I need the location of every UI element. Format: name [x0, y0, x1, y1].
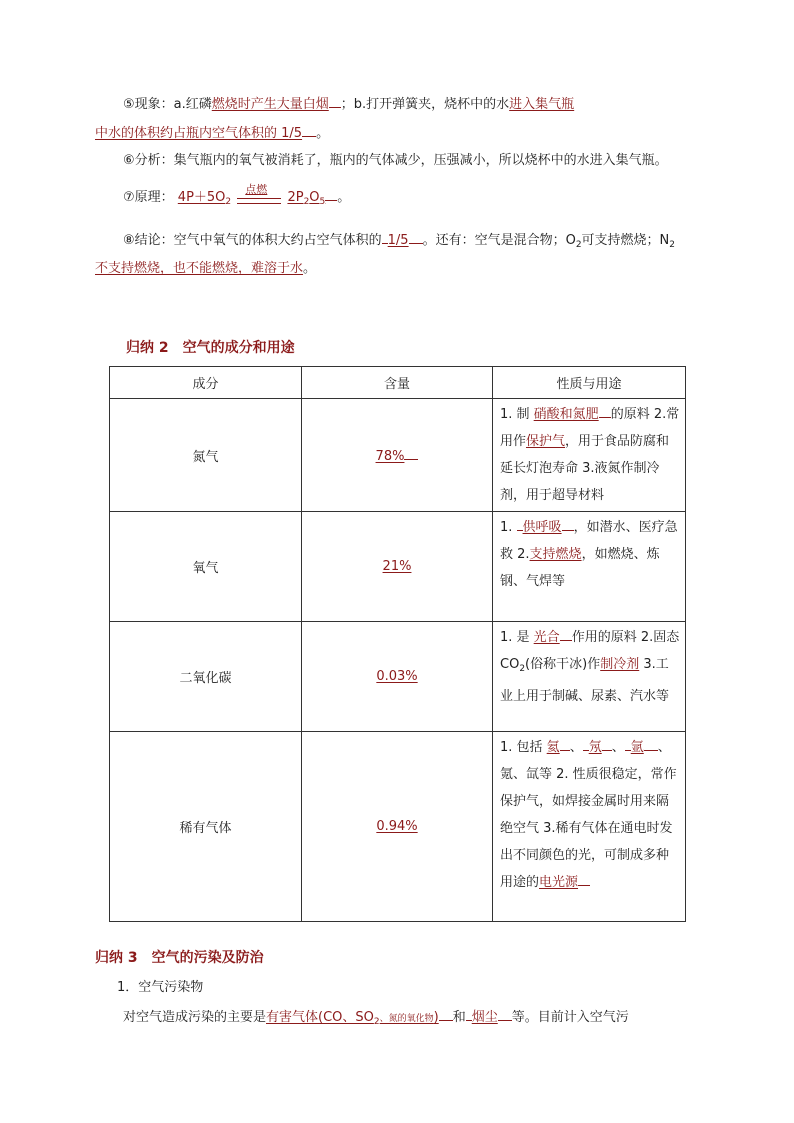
answer-blank — [578, 873, 590, 886]
component-use — [493, 512, 686, 622]
header-amount: 含量 — [302, 367, 493, 399]
phenomenon-mid: ；b.打开弹簧夹，烧杯中的水 — [340, 97, 510, 112]
table-row — [110, 732, 686, 922]
header-component: 成分 — [110, 367, 302, 399]
answer-blank — [602, 738, 612, 751]
pollution-end: 等。目前计入空气污 — [511, 1010, 629, 1025]
conclusion-text: ⑧结论：空气中氧气的体积大约占空气体积的 — [123, 233, 382, 248]
answer-blank — [560, 738, 570, 751]
component-use — [493, 622, 686, 732]
use-text: 3.工业上用于制碱、尿素、汽水等 — [500, 657, 670, 704]
equation-left-text: 4P＋5O — [177, 190, 226, 205]
subscript: 2 — [225, 197, 232, 207]
equation-right-mid: O — [309, 190, 320, 205]
equation-right-text: 2P — [287, 190, 304, 205]
principle-line — [123, 182, 351, 211]
amount-value: 21% — [382, 559, 412, 574]
separator: 、 — [611, 740, 625, 755]
answer-neon: 氖 — [588, 740, 602, 755]
conclusion-line-2 — [95, 260, 316, 278]
amount-value: 78% — [375, 448, 405, 464]
answer-white-smoke: 燃烧时产生大量白烟 — [211, 97, 329, 112]
table-row — [110, 622, 686, 732]
period: 。 — [316, 126, 330, 141]
answer-refrigerant: 制冷剂 — [600, 657, 640, 672]
amount-value: 0.94% — [376, 819, 418, 834]
use-text: ，用于食品防腐和延长灯泡寿命 3.液氮作制冷剂，用于超导材料 — [500, 434, 670, 503]
answer-support-combustion: 支持燃烧 — [529, 547, 582, 562]
phenomenon-line — [123, 95, 574, 114]
answer-blank — [562, 518, 574, 531]
reaction-condition — [237, 182, 281, 207]
period: 。 — [303, 261, 317, 276]
conclusion-mid: 。还有：空气是混合物；O — [422, 233, 576, 248]
answer-blank — [404, 447, 418, 460]
use-text: 1. — [500, 520, 517, 535]
section-3-subtitle: 1．空气污染物 — [117, 980, 204, 995]
air-composition-table — [109, 366, 686, 922]
pollution-mid: 和 — [452, 1010, 466, 1025]
component-name: 氧气 — [110, 512, 302, 622]
answer-harmful-gases — [266, 1010, 439, 1025]
answer-paren: ) — [433, 1010, 439, 1025]
answer-one-fifth: 1/5 — [387, 233, 409, 248]
component-use — [493, 732, 686, 922]
section-3-title: 归纳 3 空气的污染及防治 — [95, 950, 264, 966]
use-text: 的原料 2.常用作 — [500, 407, 680, 449]
answer-blank — [599, 405, 611, 418]
answer-nitrogen-oxides: 、氮的氧化物 — [379, 1014, 434, 1024]
conclusion-mid2: 可支持燃烧；N — [581, 233, 670, 248]
answer-protective-gas: 保护气 — [526, 434, 566, 449]
header-use: 性质与用途 — [493, 367, 686, 399]
component-use — [493, 399, 686, 512]
answer-respiration: 供呼吸 — [522, 520, 562, 535]
component-amount — [302, 732, 493, 922]
component-amount — [302, 399, 493, 512]
answer-soot: 烟尘 — [471, 1010, 498, 1025]
use-text: ，如燃烧、炼钢、气焊等 — [500, 547, 660, 589]
answer-water-enters: 进入集气瓶 — [509, 97, 575, 112]
table-header-row — [110, 367, 686, 399]
amount-value: 0.03% — [376, 669, 418, 684]
component-name: 稀有气体 — [110, 732, 302, 922]
conclusion-line — [123, 231, 675, 254]
use-text: 作用的原料 2.固态 CO — [500, 630, 680, 672]
use-text: (俗称干冰)作 — [525, 657, 601, 672]
principle-label: ⑦原理： — [123, 190, 174, 205]
answer-argon: 氩 — [630, 740, 644, 755]
use-text: 1. 制 — [500, 407, 534, 422]
equation-left — [178, 190, 231, 205]
answer-blank — [560, 628, 572, 641]
phenomenon-label: ⑤现象： — [123, 97, 174, 112]
pollution-text: 对空气造成污染的主要是 — [123, 1010, 267, 1025]
period: 。 — [337, 190, 351, 205]
condition-text: 点燃 — [245, 182, 268, 196]
answer-blank — [439, 1008, 453, 1021]
answer-blank — [644, 738, 658, 751]
equation-right — [287, 190, 325, 205]
answer-water-volume: 中水的体积约占瓶内空气体积的 1/5 — [95, 126, 303, 141]
pollution-line — [123, 1008, 629, 1031]
answer-blank — [409, 231, 423, 244]
phenomenon-line-2 — [95, 124, 329, 143]
answer-nitrogen-props: 不支持燃烧，也不能燃烧，难溶于水 — [95, 261, 304, 276]
answer-nitric-acid: 硝酸和氮肥 — [533, 407, 599, 422]
subscript: 2 — [575, 240, 582, 250]
subscript: 2 — [519, 664, 526, 674]
component-amount — [302, 512, 493, 622]
table-row — [110, 512, 686, 622]
answer-blank — [498, 1008, 512, 1021]
section-2-title: 归纳 2 空气的成分和用途 — [126, 340, 295, 356]
subscript: 2 — [373, 1017, 380, 1027]
use-text: 、氪、氙等 2. 性质很稳定，常作保护气，如焊接金属时用来隔绝空气 3.稀有气体在通电时发出不同颜色的光，可制成多种用途的 — [500, 740, 677, 890]
answer-harmful-gases-text: 有害气体(CO、SO — [266, 1010, 374, 1025]
table-row — [110, 399, 686, 512]
use-text: 1. 包括 — [500, 740, 547, 755]
use-text: 1. 是 — [500, 630, 534, 645]
answer-blank — [325, 188, 337, 201]
answer-photosynthesis: 光合 — [533, 630, 560, 645]
use-text: ，如潜水、医疗急救 2. — [500, 520, 678, 562]
separator: 、 — [569, 740, 583, 755]
phenomenon-a: a.红磷 — [173, 97, 212, 112]
component-name: 氮气 — [110, 399, 302, 512]
answer-helium: 氦 — [546, 740, 560, 755]
subscript: 2 — [669, 240, 676, 250]
component-amount — [302, 622, 493, 732]
component-name: 二氧化碳 — [110, 622, 302, 732]
answer-blank — [302, 124, 316, 137]
subscript: 2 — [303, 197, 310, 207]
analysis-line: ⑥分析：集气瓶内的氧气被消耗了，瓶内的气体减少，压强减小，所以烧杯中的水进入集气瓶。 — [123, 153, 668, 168]
answer-blank — [329, 95, 341, 108]
equals-sign — [237, 198, 281, 204]
answer-electric-light: 电光源 — [539, 875, 579, 890]
subscript: 5 — [319, 197, 326, 207]
